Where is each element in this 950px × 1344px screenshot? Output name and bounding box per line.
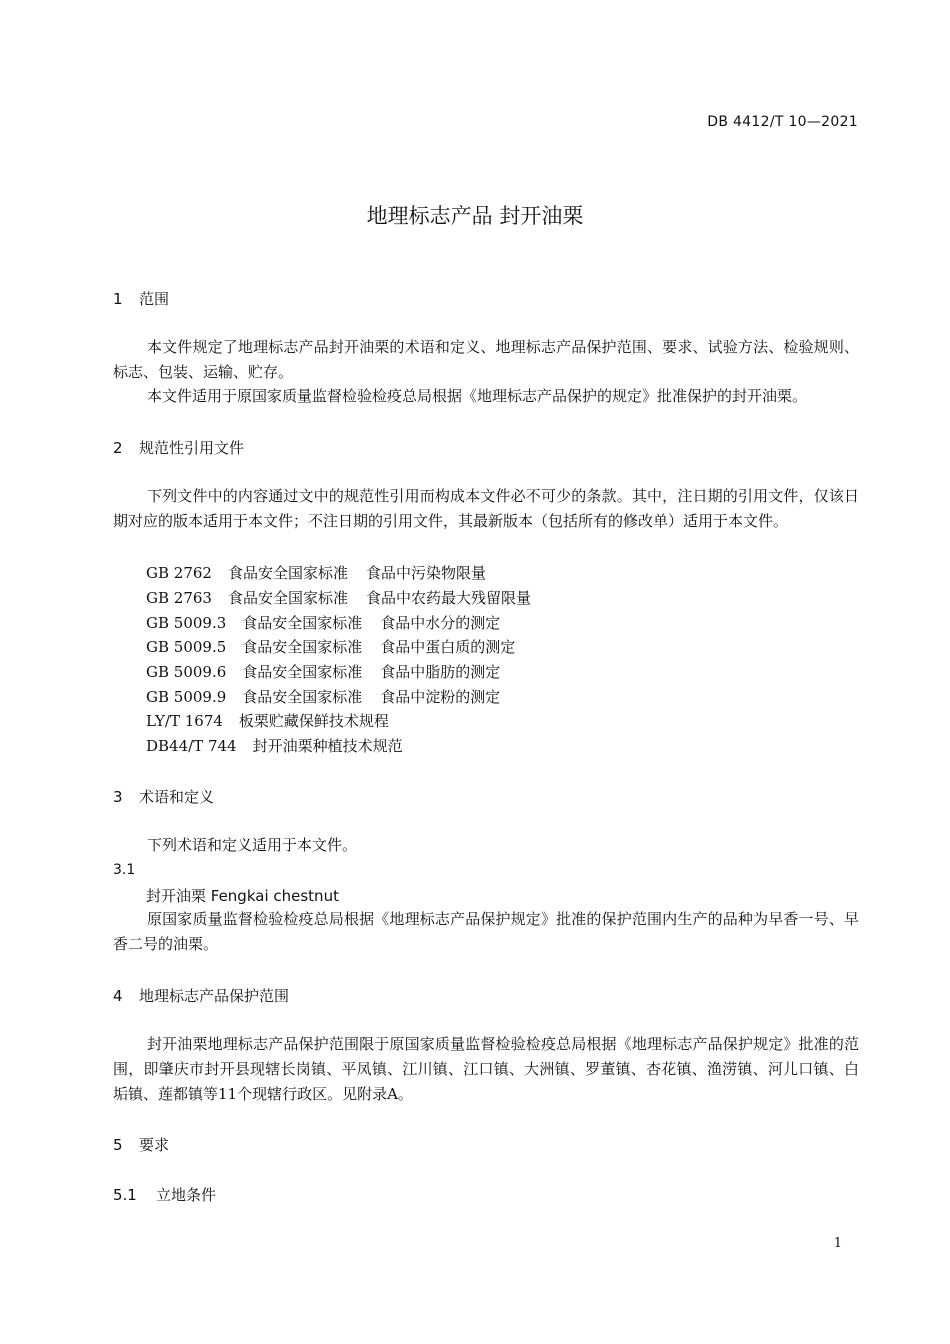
reference-code: GB 5009.9 [146, 688, 227, 706]
reference-code: GB 5009.6 [146, 663, 227, 681]
section-2-heading [113, 437, 244, 458]
section-title: 立地条件 [156, 1186, 217, 1204]
section-5-heading [113, 1134, 169, 1155]
subsection-number: 3.1 [113, 862, 136, 878]
section-title: 术语和定义 [139, 788, 215, 806]
section-title: 地理标志产品保护范围 [139, 987, 290, 1005]
section-title: 范围 [139, 290, 170, 308]
reference-title: 封开油栗种植技术规范 [252, 737, 403, 755]
section-4-paragraph: 封开油栗地理标志产品保护范围限于原国家质量监督检验检疫总局根据《地理标志产品保护规定》批准的范围，即肇庆市封开县现辖长岗镇、平凤镇、江川镇、江口镇、大洲镇、罗董镇、杏花镇、渔涝镇、河儿口镇、白垢镇、莲都镇等11个现辖行政区。见附录A。 [113, 1035, 859, 1103]
section-4-heading [113, 985, 289, 1006]
reference-code: GB 5009.5 [146, 638, 227, 656]
reference-code: DB44/T 744 [146, 737, 237, 755]
section-1-paragraph-1: 本文件规定了地理标志产品封开油栗的术语和定义、地理标志产品保护范围、要求、试验方法、检验规则、标志、包装、运输、贮存。 [113, 338, 859, 381]
reference-item [146, 710, 389, 731]
reference-title: 食品安全国家标准 [242, 688, 363, 706]
reference-title: 食品安全国家标准 [227, 564, 348, 582]
reference-item [146, 735, 403, 756]
document-title: 地理标志产品 封开油栗 [366, 204, 584, 228]
section-1-paragraph-2: 本文件适用于原国家质量监督检验检疫总局根据《地理标志产品保护的规定》批准保护的封开油栗。 [147, 387, 808, 405]
section-number: 1 [113, 290, 123, 308]
reference-item [146, 686, 500, 707]
document-code: DB 4412/T 10—2021 [707, 114, 858, 130]
section-2-intro: 下列文件中的内容通过文中的规范性引用而构成本文件必不可少的条款。其中，注日期的引用文件，仅该日期对应的版本适用于本文件；不注日期的引用文件，其最新版本（包括所有的修改单）适用于本文件。 [113, 487, 859, 530]
reference-title: 食品安全国家标准 [242, 663, 363, 681]
reference-code: GB 2763 [146, 589, 212, 607]
section-title: 要求 [139, 1136, 170, 1154]
reference-subtitle: 食品中水分的测定 [380, 614, 501, 632]
section-number: 3 [113, 788, 123, 806]
section-1-heading [113, 288, 169, 309]
reference-subtitle: 食品中脂肪的测定 [380, 663, 501, 681]
reference-title: 食品安全国家标准 [242, 614, 363, 632]
reference-title: 食品安全国家标准 [242, 638, 363, 656]
reference-subtitle: 食品中蛋白质的测定 [380, 638, 516, 656]
section-number: 5 [113, 1136, 123, 1154]
section-3-heading [113, 786, 214, 807]
section-5-1-heading [113, 1184, 216, 1205]
reference-title: 板栗贮藏保鲜技术规程 [238, 712, 389, 730]
reference-code: GB 5009.3 [146, 614, 227, 632]
reference-item [146, 562, 486, 583]
reference-title: 食品安全国家标准 [227, 589, 348, 607]
reference-item [146, 587, 531, 608]
reference-item [146, 612, 500, 633]
term-definition: 原国家质量监督检验检疫总局根据《地理标志产品保护规定》批准的保护范围内生产的品种为早香一号、早香二号的油栗。 [113, 910, 859, 953]
reference-code: GB 2762 [146, 564, 212, 582]
reference-item [146, 636, 515, 657]
page-number: 1 [833, 1236, 842, 1251]
reference-subtitle: 食品中污染物限量 [365, 564, 486, 582]
section-number: 2 [113, 439, 123, 457]
reference-subtitle: 食品中淀粉的测定 [380, 688, 501, 706]
reference-code: LY/T 1674 [146, 712, 223, 730]
section-number: 4 [113, 987, 123, 1005]
section-title: 规范性引用文件 [139, 439, 245, 457]
section-number: 5.1 [113, 1186, 137, 1204]
reference-subtitle: 食品中农药最大残留限量 [365, 589, 531, 607]
reference-item [146, 661, 500, 682]
section-3-intro: 下列术语和定义适用于本文件。 [147, 836, 358, 854]
term-entry: 封开油栗 Fengkai chestnut [146, 887, 339, 905]
